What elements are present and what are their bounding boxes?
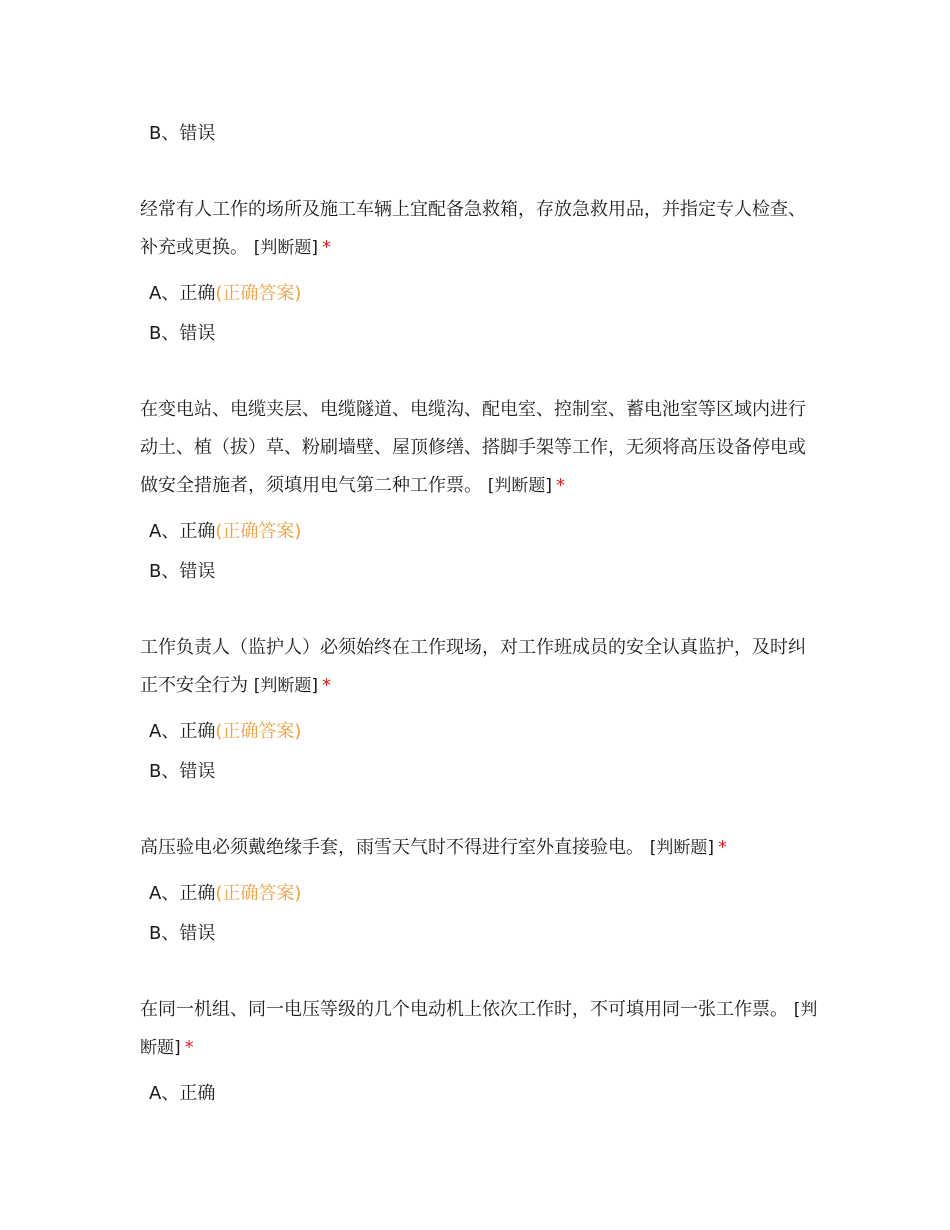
option-a[interactable] xyxy=(149,719,301,745)
option-label: B、错误 xyxy=(149,923,216,944)
option-a[interactable] xyxy=(149,881,301,907)
correct-answer-note: (正确答案) xyxy=(215,521,302,542)
question-text: 在变电站、电缆夹层、电缆隧道、电缆沟、配电室、控制室、蓄电池室等区域内进行动土、植（拔）草、粉刷墙壁、屋顶修缮、搭脚手架等工作，无须将高压设备停电或做安全措施者，须填用电气第二种工作票。 xyxy=(140,399,806,496)
option-label: B、错误 xyxy=(149,123,216,144)
option-a[interactable] xyxy=(149,281,301,307)
question-2 xyxy=(140,391,820,505)
option-label: B、错误 xyxy=(149,561,216,582)
question-type: [判断题] xyxy=(253,676,318,696)
option-label: A、正确 xyxy=(149,283,216,304)
option-label: A、正确 xyxy=(149,883,216,904)
correct-answer-note: (正确答案) xyxy=(215,721,302,742)
question-text: 工作负责人（监护人）必须始终在工作现场，对工作班成员的安全认真监护，及时纠正不安全行为 xyxy=(140,637,806,696)
option-label: A、正确 xyxy=(149,1083,216,1104)
question-type: [判断题] xyxy=(140,1000,818,1058)
correct-answer-note: (正确答案) xyxy=(215,883,302,904)
question-text: 在同一机组、同一电压等级的几个电动机上依次工作时，不可填用同一张工作票。 xyxy=(140,999,788,1020)
option-b[interactable] xyxy=(149,321,215,347)
option-b[interactable] xyxy=(149,121,215,147)
required-mark: * xyxy=(184,1037,194,1058)
required-mark: * xyxy=(556,475,565,496)
option-b[interactable] xyxy=(149,921,215,947)
question-type: [判断题] xyxy=(649,838,714,858)
required-mark: * xyxy=(718,837,727,858)
question-5 xyxy=(140,991,820,1067)
required-mark: * xyxy=(322,675,331,696)
option-label: A、正确 xyxy=(149,521,216,542)
question-1 xyxy=(140,191,820,267)
option-label: B、错误 xyxy=(149,323,216,344)
question-type: [判断题] xyxy=(487,476,552,496)
question-text: 经常有人工作的场所及施工车辆上宜配备急救箱，存放急救用品，并指定专人检查、补充或更换。 xyxy=(140,199,806,258)
option-label: B、错误 xyxy=(149,761,216,782)
correct-answer-note: (正确答案) xyxy=(215,283,302,304)
option-label: A、正确 xyxy=(149,721,216,742)
option-b[interactable] xyxy=(149,559,215,585)
option-a[interactable] xyxy=(149,1081,215,1107)
question-type: [判断题] xyxy=(253,238,318,258)
option-b[interactable] xyxy=(149,759,215,785)
question-3 xyxy=(140,629,820,705)
question-text: 高压验电必须戴绝缘手套，雨雪天气时不得进行室外直接验电。 xyxy=(140,837,644,858)
question-4 xyxy=(140,829,820,867)
option-a[interactable] xyxy=(149,519,301,545)
required-mark: * xyxy=(322,237,331,258)
